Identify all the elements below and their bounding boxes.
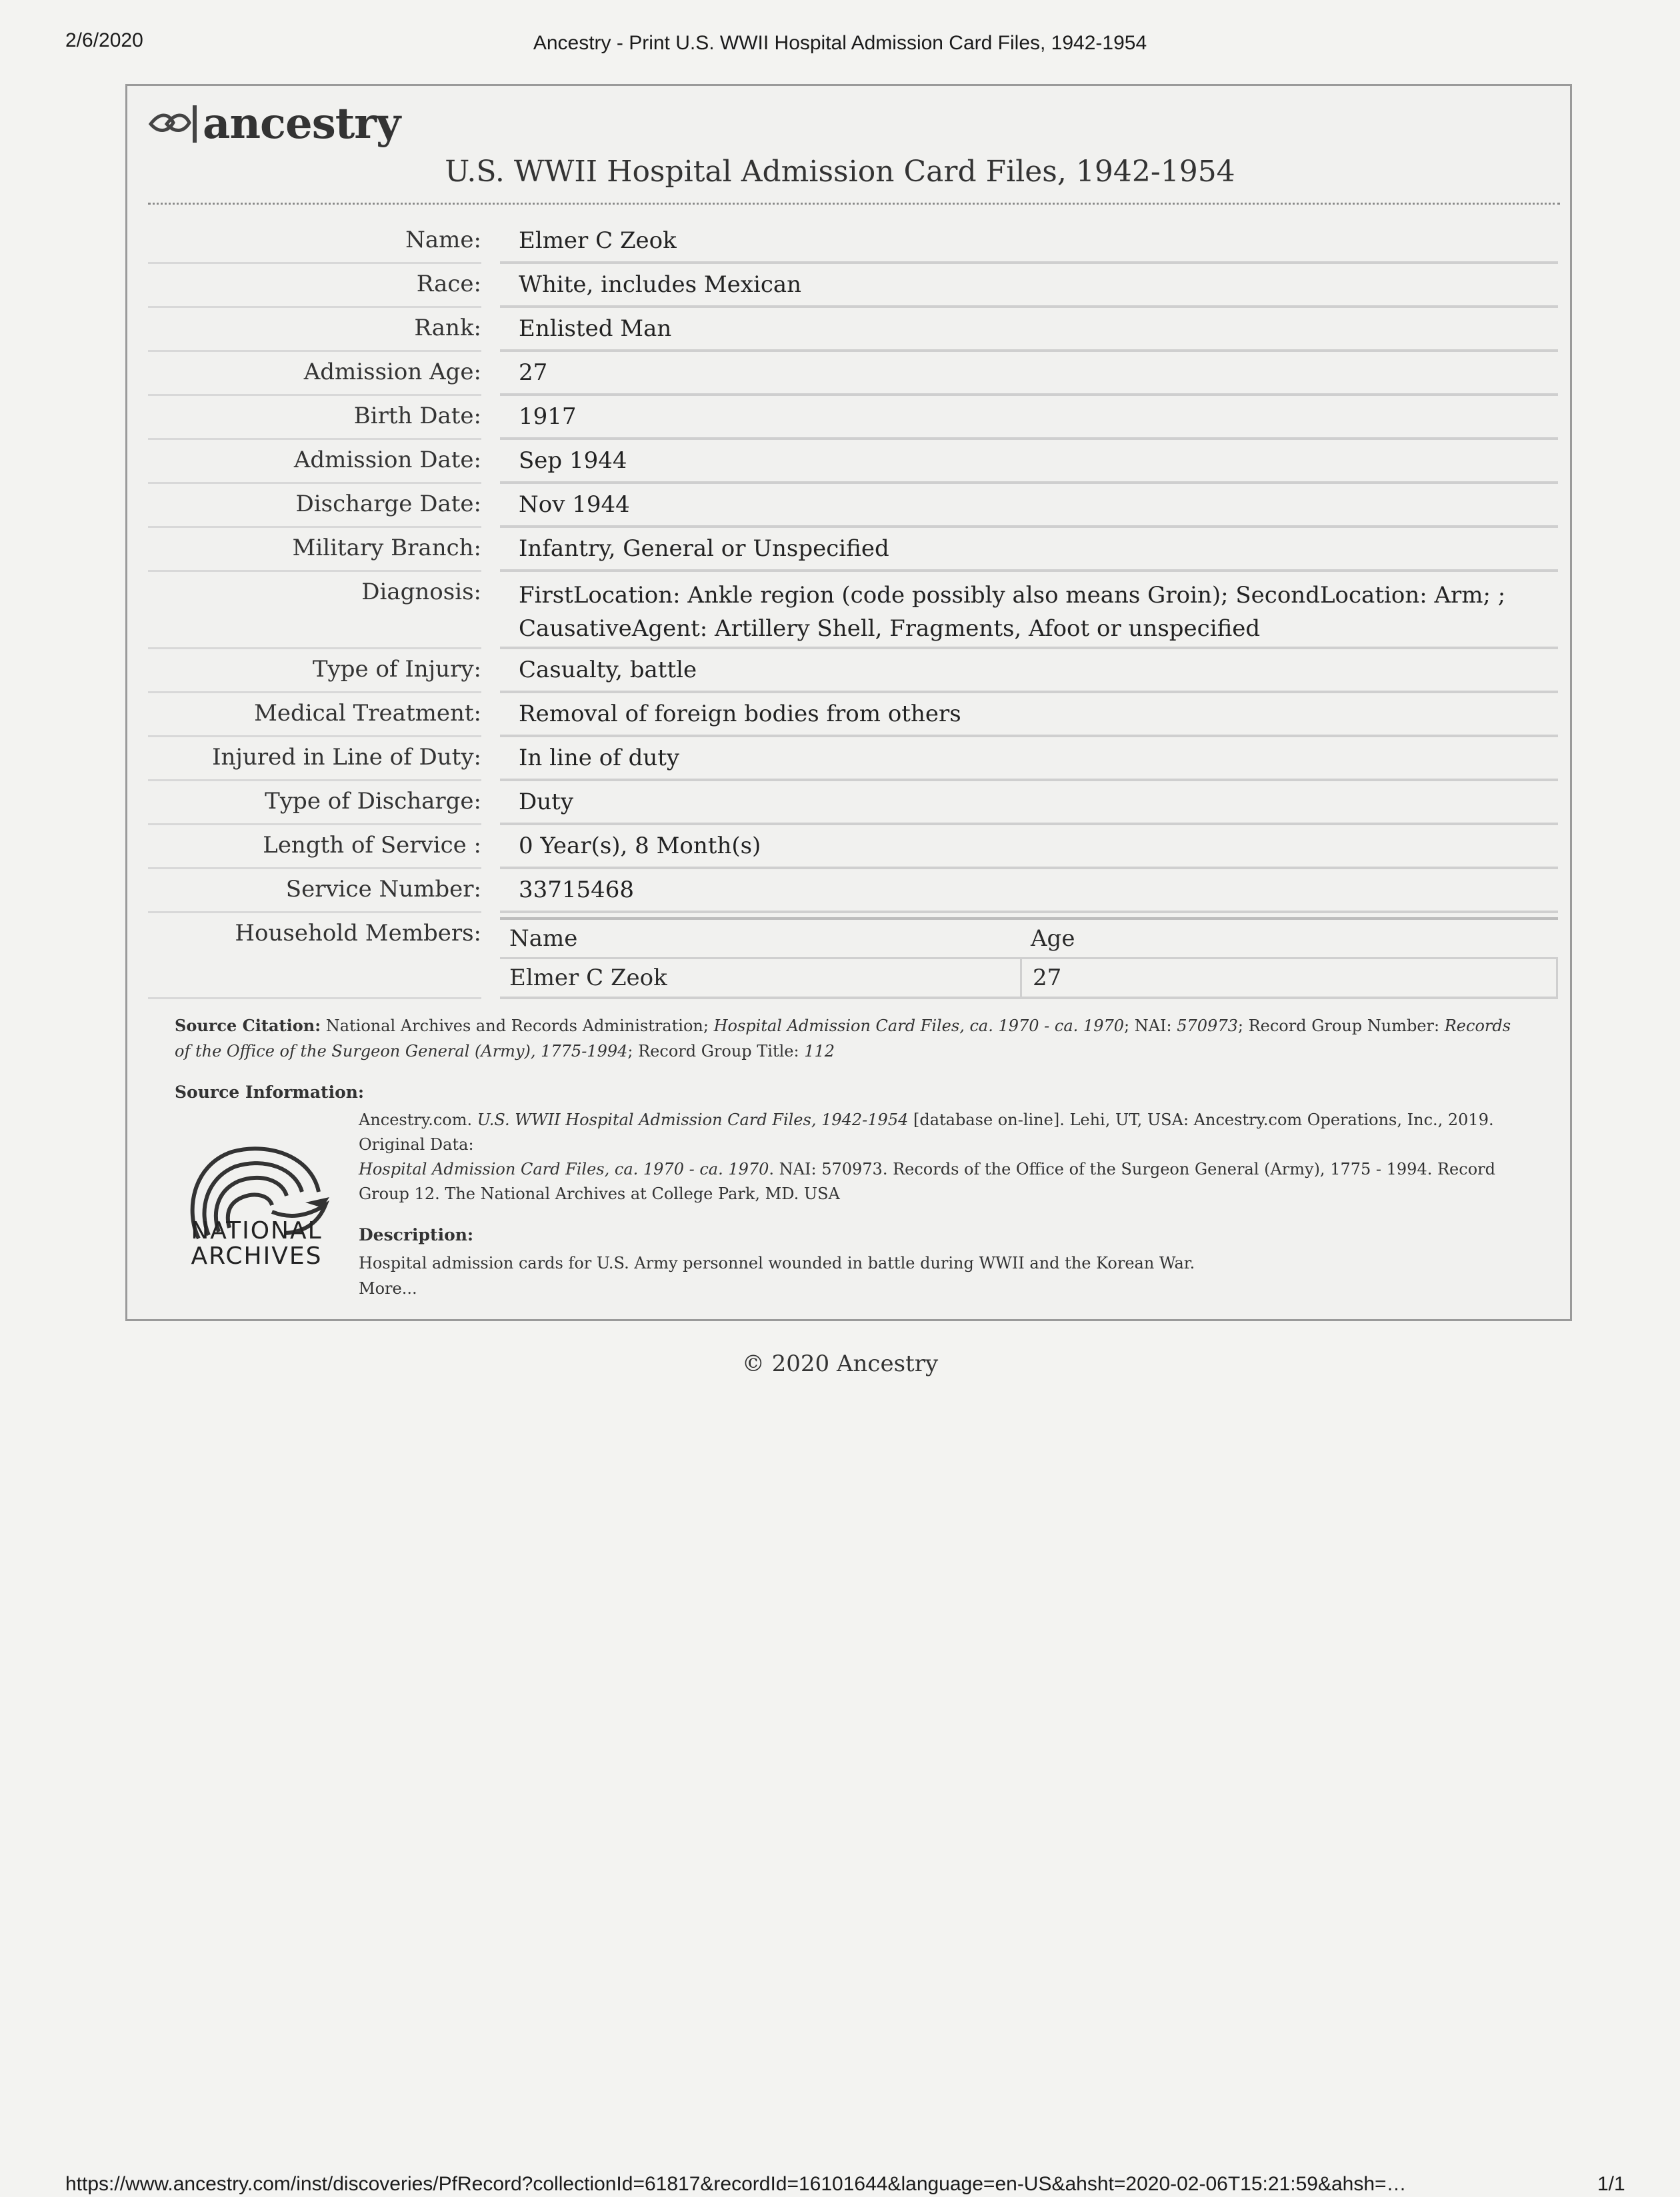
citation-text: National Archives and Records Administration; bbox=[325, 1017, 714, 1035]
field-household-members bbox=[148, 913, 1558, 999]
household-col-age: Age bbox=[1031, 925, 1075, 952]
collection-title: U.S. WWII Hospital Admission Card Files, 1942-1954 bbox=[445, 155, 1235, 189]
leaf-icon bbox=[147, 100, 200, 147]
field-value: Duty bbox=[500, 781, 1558, 825]
citation-nai: 570973 bbox=[1177, 1017, 1238, 1035]
field-service-number bbox=[148, 869, 1558, 913]
field-injured-in-line-of-duty bbox=[148, 737, 1558, 781]
field-label: Type of Discharge: bbox=[265, 788, 481, 815]
field-value: Casualty, battle bbox=[500, 649, 1558, 693]
more-link[interactable]: More... bbox=[359, 1279, 417, 1298]
description-text: Hospital admission cards for U.S. Army personnel wounded in battle during WWII and the Korean War. bbox=[359, 1254, 1195, 1272]
field-label: Rank: bbox=[414, 315, 481, 341]
household-table bbox=[500, 917, 1558, 999]
field-label: Type of Injury: bbox=[312, 656, 481, 683]
citation-label: Source Citation: bbox=[175, 1016, 321, 1035]
table-row bbox=[500, 957, 1558, 999]
description-label: Description: bbox=[359, 1225, 474, 1244]
field-value: 33715468 bbox=[500, 869, 1558, 913]
field-label: Admission Age: bbox=[303, 359, 481, 385]
field-label: Medical Treatment: bbox=[254, 700, 481, 727]
field-value: 1917 bbox=[500, 396, 1558, 440]
field-value: Elmer C Zeok bbox=[500, 220, 1558, 264]
citation-text: ; NAI: bbox=[1124, 1017, 1177, 1035]
field-label: Birth Date: bbox=[353, 403, 481, 429]
copyright: © 2020 Ancestry bbox=[741, 1350, 939, 1377]
field-discharge-date bbox=[148, 484, 1558, 528]
field-value: 0 Year(s), 8 Month(s) bbox=[500, 825, 1558, 869]
record-fields bbox=[148, 220, 1558, 999]
field-admission-date bbox=[148, 440, 1558, 484]
citation-text: ; Record Group Number: bbox=[1237, 1017, 1445, 1035]
field-label: Service Number: bbox=[285, 876, 481, 903]
field-name bbox=[148, 220, 1558, 264]
citation-record-group-title: 112 bbox=[804, 1042, 835, 1061]
field-value: Nov 1944 bbox=[500, 484, 1558, 528]
field-race bbox=[148, 264, 1558, 308]
field-label: Admission Date: bbox=[293, 447, 481, 473]
description bbox=[359, 1250, 1532, 1301]
field-military-branch bbox=[148, 528, 1558, 572]
print-url: https://www.ancestry.com/inst/discoveries/PfRecord?collectionId=61817&recordId=16101644&language=en-US&ahsht=2020-02-06T15:21:59&ahsh=… bbox=[65, 2173, 1407, 2195]
citation-text: ; Record Group Title: bbox=[627, 1042, 805, 1061]
field-label: Race: bbox=[416, 271, 481, 297]
household-header bbox=[500, 917, 1558, 957]
citation-record-group: Records of the Office of the Surgeon General (Army), 1775-1994 bbox=[175, 1017, 1511, 1061]
title-divider bbox=[148, 203, 1560, 205]
field-value: White, includes Mexican bbox=[500, 264, 1558, 308]
household-member-name[interactable]: Elmer C Zeok bbox=[509, 965, 667, 991]
print-title: Ancestry - Print U.S. WWII Hospital Admission Card Files, 1942-1954 bbox=[533, 32, 1147, 54]
source-information: Ancestry.com. U.S. WWII Hospital Admission Card Files, 1942-1954 [database on-line]. Lehi, UT, USA: Ancestry.com Operations, Inc., 2019. Original Data: Hospital Admission Card Files, ca. 1970 - ca. 1970. NAI: 570973. Records of the Office of the Surgeon General (Army), 1775 - 1994. Record Group 12. The National Archives at College Park, MD. USA bbox=[359, 1110, 1495, 1203]
field-label: Name: bbox=[405, 227, 481, 253]
field-medical-treatment bbox=[148, 693, 1558, 737]
print-date: 2/6/2020 bbox=[65, 29, 143, 51]
household-col-name: Name bbox=[509, 925, 578, 952]
field-label: Length of Service : bbox=[263, 832, 481, 859]
field-value: Enlisted Man bbox=[500, 308, 1558, 352]
field-length-of-service bbox=[148, 825, 1558, 869]
household-member-age: 27 bbox=[1020, 959, 1558, 997]
field-type-of-injury bbox=[148, 649, 1558, 693]
source-info-label: Source Information: bbox=[175, 1083, 365, 1102]
field-label: Military Branch: bbox=[292, 535, 481, 561]
field-birth-date bbox=[148, 396, 1558, 440]
field-label: Household Members: bbox=[235, 920, 481, 947]
field-admission-age bbox=[148, 352, 1558, 396]
field-diagnosis bbox=[148, 572, 1558, 649]
logo-text: ancestry bbox=[203, 98, 401, 149]
field-value: Removal of foreign bodies from others bbox=[500, 693, 1558, 737]
ancestry-logo[interactable] bbox=[147, 100, 400, 147]
source-citation bbox=[175, 1013, 1521, 1064]
field-rank bbox=[148, 308, 1558, 352]
field-value: Sep 1944 bbox=[500, 440, 1558, 484]
field-value: Infantry, General or Unspecified bbox=[500, 528, 1558, 572]
field-value: FirstLocation: Ankle region (code possibly also means Groin); SecondLocation: Arm; ; CausativeAgent: Artillery Shell, Fragments, Afoot or unspecified bbox=[500, 572, 1558, 649]
citation-title: Hospital Admission Card Files, ca. 1970 - ca. 1970 bbox=[713, 1017, 1124, 1035]
field-label: Injured in Line of Duty: bbox=[212, 744, 481, 771]
field-type-of-discharge bbox=[148, 781, 1558, 825]
field-label: Discharge Date: bbox=[295, 491, 481, 517]
page-number: 1/1 bbox=[1597, 2173, 1625, 2195]
field-label: Diagnosis: bbox=[361, 579, 481, 605]
field-value: 27 bbox=[500, 352, 1558, 396]
national-archives-logo: NATIONAL ARCHIVES bbox=[191, 1217, 323, 1270]
field-value: In line of duty bbox=[500, 737, 1558, 781]
